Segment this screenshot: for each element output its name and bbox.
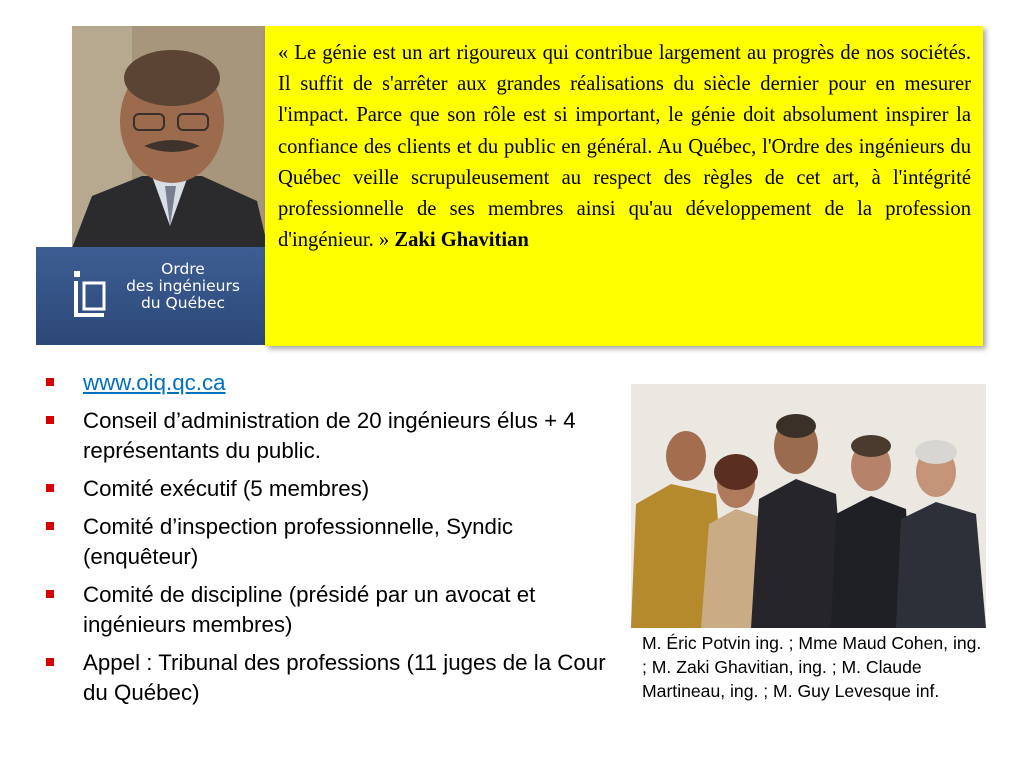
list-item bbox=[44, 512, 619, 572]
bullet-list bbox=[44, 368, 619, 716]
quote-text: « Le génie est un art rigoureux qui contribue largement au progrès de nos sociétés. Il suffit de s'arrêter aux grandes réalisations du siècle dernier pour en mesurer l'impact. Parce que son rôle est si important, le génie doit absolument inspirer la confiance des clients et du public en général. Au Québec, l'Ordre des ingénieurs du Québec veille scrupuleusement au respect des règles de cet art, à l'intégrité professionnelle de ses membres ainsi qu'au développement de la profession d'ingénieur. » bbox=[278, 42, 971, 252]
logo-line-2: des ingénieurs bbox=[126, 277, 240, 295]
list-item-text: Comité de discipline (présidé par un avocat et ingénieurs membres) bbox=[83, 582, 536, 637]
list-item-text: Conseil d’administration de 20 ingénieurs élus + 4 représentants du public. bbox=[83, 408, 576, 463]
list-item bbox=[44, 368, 619, 398]
square-bullet-icon bbox=[46, 416, 54, 424]
square-bullet-icon bbox=[46, 590, 54, 598]
square-bullet-icon bbox=[46, 522, 54, 530]
oiq-logo-text bbox=[108, 261, 258, 312]
logo-line-3: du Québec bbox=[140, 294, 226, 312]
list-item-text: Comité d’inspection professionnelle, Syndic (enquêteur) bbox=[83, 514, 514, 569]
list-item bbox=[44, 648, 619, 708]
portrait-photo bbox=[72, 26, 268, 248]
list-item bbox=[44, 406, 619, 466]
square-bullet-icon bbox=[46, 658, 54, 666]
list-item-text: Comité exécutif (5 membres) bbox=[83, 476, 370, 501]
group-photo-caption: M. Éric Potvin ing. ; Mme Maud Cohen, ing. ; M. Zaki Ghavitian, ing. ; M. Claude Martineau, ing. ; M. Guy Levesque inf. bbox=[642, 633, 982, 701]
quote-box bbox=[265, 26, 983, 346]
list-item bbox=[44, 580, 619, 640]
list-item-text: Appel : Tribunal des professions (11 juges de la Cour du Québec) bbox=[83, 650, 606, 705]
list-item bbox=[44, 474, 619, 504]
oiq-logo bbox=[36, 247, 266, 345]
square-bullet-icon bbox=[46, 484, 54, 492]
square-bullet-icon bbox=[46, 378, 54, 386]
quote-author: Zaki Ghavitian bbox=[394, 229, 529, 252]
group-photo bbox=[631, 384, 986, 628]
logo-line-1: Ordre bbox=[161, 260, 205, 278]
quote-paragraph bbox=[278, 38, 971, 256]
oiq-website-link[interactable]: www.oiq.qc.ca bbox=[83, 370, 226, 395]
